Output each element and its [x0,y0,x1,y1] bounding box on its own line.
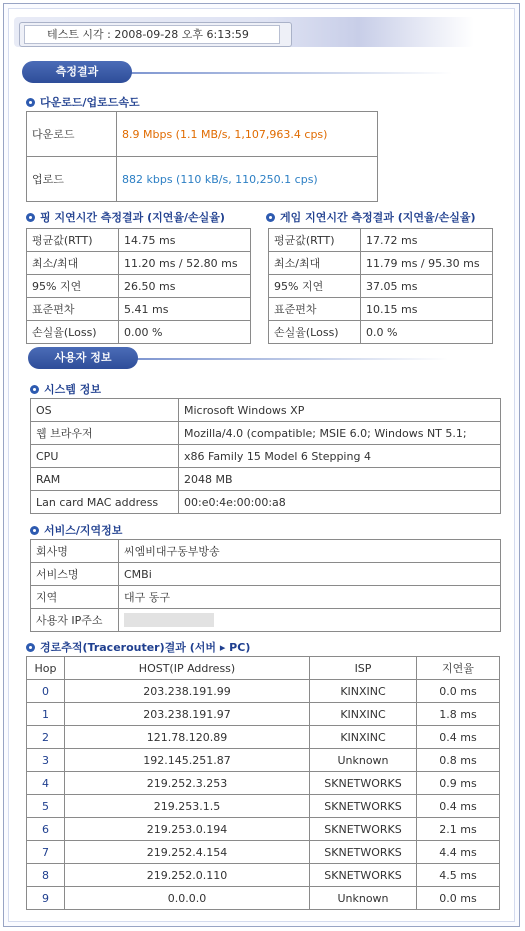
section-divider [128,358,448,360]
download-row [27,112,378,157]
trace-hop: 8 [27,864,65,887]
system-title [30,381,101,397]
trace-hop: 3 [27,749,65,772]
speed-title-text: 다운로드/업로드속도 [40,96,140,109]
section-divider [122,72,452,74]
game-row [269,275,493,298]
service-table [30,539,501,632]
ping-label: 평균값(RTT) [27,229,119,252]
trace-row [27,726,500,749]
ping-table [26,228,251,344]
col-host: HOST(IP Address) [65,657,310,680]
trace-row [27,864,500,887]
trace-hop: 6 [27,818,65,841]
service-label: 지역 [31,586,119,609]
trace-row [27,680,500,703]
ping-row [27,298,251,321]
game-table [268,228,493,344]
trace-hop: 9 [27,887,65,910]
trace-delay: 1.8 ms [417,703,500,726]
system-row [31,399,501,422]
trace-hop: 2 [27,726,65,749]
section-user-title: 사용자 정보 [28,347,138,369]
ping-label: 95% 지연 [27,275,119,298]
trace-host: 219.253.1.5 [65,795,310,818]
ping-label: 손실율(Loss) [27,321,119,344]
speed-title [26,94,140,110]
trace-table [26,656,500,910]
trace-title-text: 경로추적(Tracerouter)결과 (서버 ▸ PC) [40,641,251,654]
system-value: x86 Family 15 Model 6 Stepping 4 [179,445,501,468]
system-title-text: 시스템 정보 [44,383,101,396]
trace-isp: Unknown [310,749,417,772]
trace-hop: 7 [27,841,65,864]
ping-value: 0.00 % [119,321,251,344]
game-value: 17.72 ms [361,229,493,252]
upload-label: 업로드 [27,157,117,202]
game-label: 손실율(Loss) [269,321,361,344]
trace-host: 219.252.3.253 [65,772,310,795]
test-time-box [19,22,292,47]
game-row [269,252,493,275]
bullet-icon [30,385,39,394]
game-row [269,229,493,252]
redacted-ip [124,613,214,627]
trace-isp: KINXINC [310,680,417,703]
service-value: 대구 동구 [119,586,501,609]
trace-delay: 4.5 ms [417,864,500,887]
service-value: 씨엠비대구동부방송 [119,540,501,563]
trace-delay: 2.1 ms [417,818,500,841]
system-value: 2048 MB [179,468,501,491]
service-value [119,609,501,632]
trace-delay: 0.0 ms [417,887,500,910]
ping-label: 최소/최대 [27,252,119,275]
game-title [266,209,476,225]
trace-delay: 0.9 ms [417,772,500,795]
game-row [269,321,493,344]
col-hop: Hop [27,657,65,680]
trace-hop: 1 [27,703,65,726]
game-label: 평균값(RTT) [269,229,361,252]
service-label: 사용자 IP주소 [31,609,119,632]
col-delay: 지연율 [417,657,500,680]
service-label: 서비스명 [31,563,119,586]
upload-value: 882 kbps (110 kB/s, 110,250.1 cps) [117,157,378,202]
bullet-icon [26,213,35,222]
game-value: 10.15 ms [361,298,493,321]
game-title-text: 게임 지연시간 측정결과 (지연율/손실율) [280,211,476,224]
trace-host: 219.253.0.194 [65,818,310,841]
trace-isp: SKNETWORKS [310,841,417,864]
trace-row [27,841,500,864]
speed-table [26,111,378,202]
trace-row [27,703,500,726]
system-row [31,491,501,514]
section-user-header [28,347,448,369]
ping-row [27,229,251,252]
service-row [31,586,501,609]
section-results-title: 측정결과 [22,61,132,83]
system-table [30,398,501,514]
game-label: 표준편차 [269,298,361,321]
service-label: 회사명 [31,540,119,563]
ping-value: 26.50 ms [119,275,251,298]
trace-hop: 5 [27,795,65,818]
ping-row [27,275,251,298]
ping-value: 5.41 ms [119,298,251,321]
trace-hop: 0 [27,680,65,703]
game-label: 95% 지연 [269,275,361,298]
trace-isp: Unknown [310,887,417,910]
game-value: 11.79 ms / 95.30 ms [361,252,493,275]
service-row [31,563,501,586]
trace-host: 219.252.4.154 [65,841,310,864]
col-isp: ISP [310,657,417,680]
trace-isp: SKNETWORKS [310,864,417,887]
upload-row [27,157,378,202]
system-row [31,422,501,445]
trace-isp: KINXINC [310,726,417,749]
trace-title [26,639,250,655]
trace-isp: KINXINC [310,703,417,726]
trace-hop: 4 [27,772,65,795]
ping-value: 14.75 ms [119,229,251,252]
ping-row [27,252,251,275]
trace-delay: 0.4 ms [417,795,500,818]
system-label: CPU [31,445,179,468]
system-value: 00:e0:4e:00:00:a8 [179,491,501,514]
download-label: 다운로드 [27,112,117,157]
game-value: 0.0 % [361,321,493,344]
trace-host: 203.238.191.97 [65,703,310,726]
trace-delay: 0.8 ms [417,749,500,772]
service-title [30,522,122,538]
trace-host: 203.238.191.99 [65,680,310,703]
bullet-icon [266,213,275,222]
trace-delay: 4.4 ms [417,841,500,864]
ping-value: 11.20 ms / 52.80 ms [119,252,251,275]
system-label: OS [31,399,179,422]
test-time-text: 테스트 시각 : 2008-09-28 오후 6:13:59 [24,25,280,44]
ping-title-text: 핑 지연시간 측정결과 (지연율/손실율) [40,211,225,224]
service-title-text: 서비스/지역정보 [44,524,123,537]
service-row [31,609,501,632]
trace-row [27,795,500,818]
section-results-header [22,61,452,83]
trace-row [27,772,500,795]
service-row [31,540,501,563]
bullet-icon [30,526,39,535]
ping-label: 표준편차 [27,298,119,321]
trace-host: 219.252.0.110 [65,864,310,887]
system-row [31,468,501,491]
ping-title [26,209,225,225]
trace-isp: SKNETWORKS [310,818,417,841]
bullet-icon [26,643,35,652]
trace-delay: 0.4 ms [417,726,500,749]
trace-row [27,818,500,841]
download-value: 8.9 Mbps (1.1 MB/s, 1,107,963.4 cps) [117,112,378,157]
ping-row [27,321,251,344]
game-value: 37.05 ms [361,275,493,298]
trace-host: 0.0.0.0 [65,887,310,910]
trace-isp: SKNETWORKS [310,772,417,795]
system-value: Mozilla/4.0 (compatible; MSIE 6.0; Windows NT 5.1; [179,422,501,445]
system-label: 웹 브라우저 [31,422,179,445]
trace-header-row [27,657,500,680]
trace-delay: 0.0 ms [417,680,500,703]
trace-isp: SKNETWORKS [310,795,417,818]
game-label: 최소/최대 [269,252,361,275]
trace-host: 121.78.120.89 [65,726,310,749]
system-value: Microsoft Windows XP [179,399,501,422]
system-label: Lan card MAC address [31,491,179,514]
bullet-icon [26,98,35,107]
trace-row [27,887,500,910]
trace-row [27,749,500,772]
service-value: CMBi [119,563,501,586]
game-row [269,298,493,321]
system-row [31,445,501,468]
system-label: RAM [31,468,179,491]
trace-host: 192.145.251.87 [65,749,310,772]
